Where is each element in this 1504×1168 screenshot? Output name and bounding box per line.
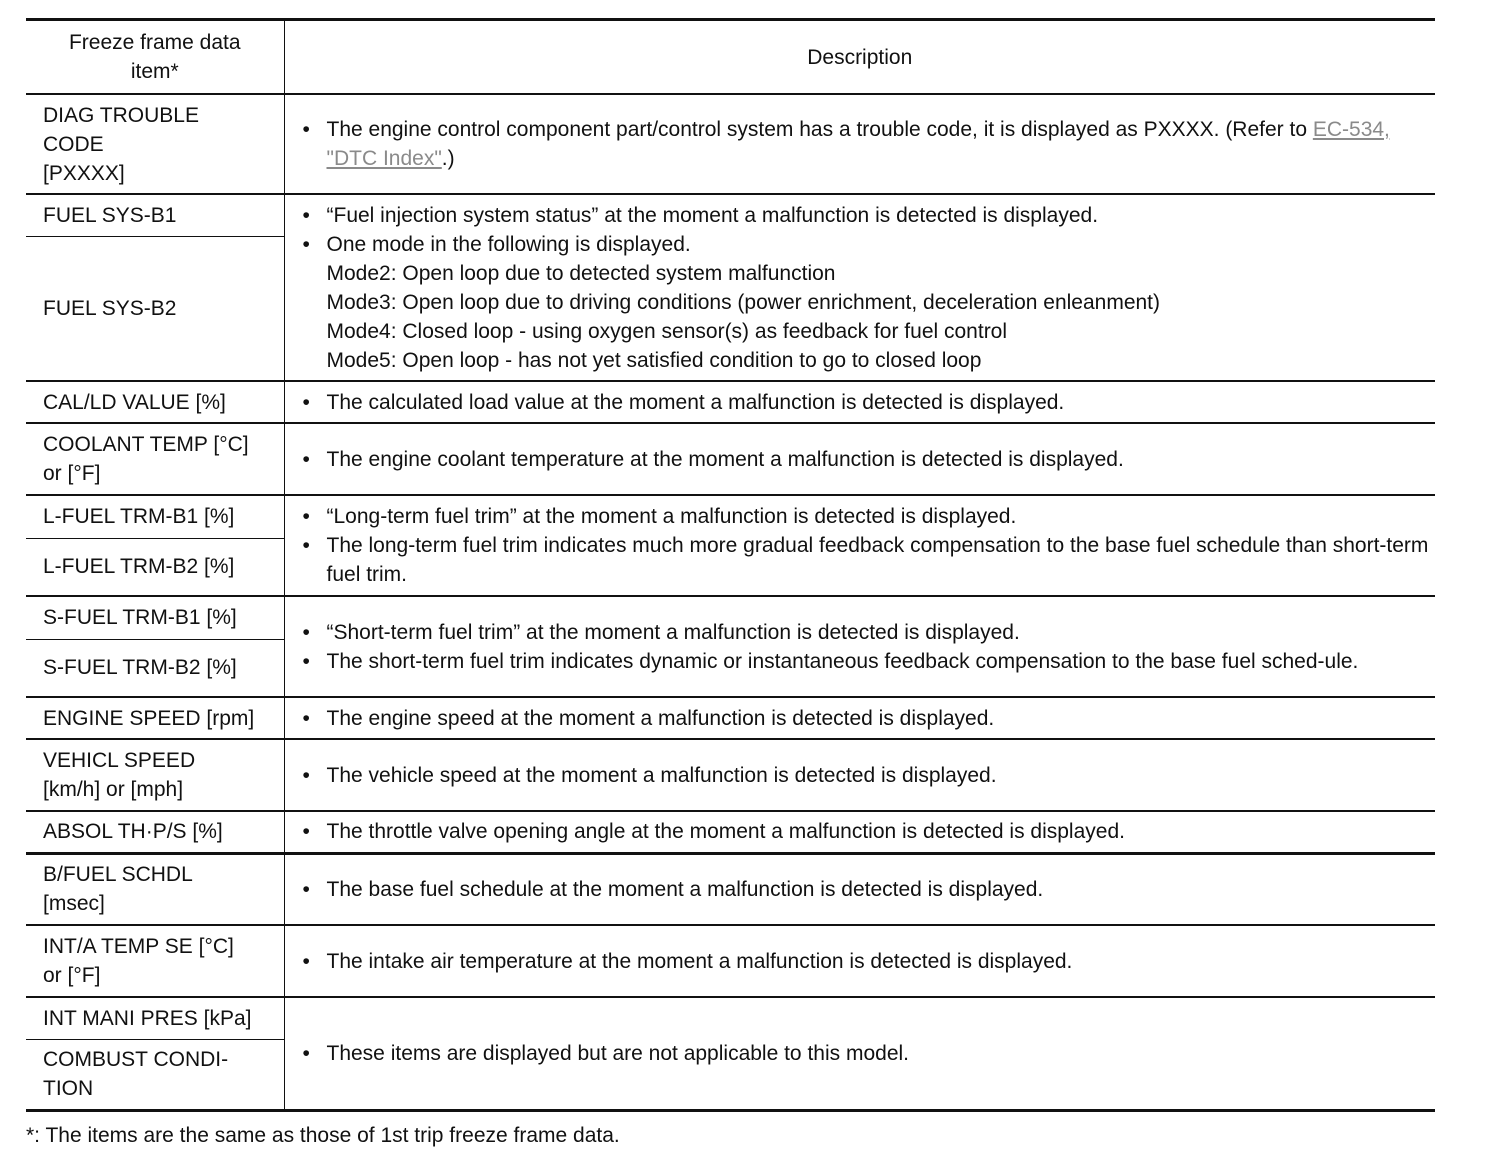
bullet-item: • The base fuel schedule at the moment a malfunction is detected is displayed.: [303, 875, 1430, 904]
bullet-item: • One mode in the following is displayed.: [303, 230, 1430, 259]
bullet-item: • The vehicle speed at the moment a malfunction is detected is displayed.: [303, 761, 1430, 790]
mode-item: Mode3: Open loop due to driving conditions (power enrichment, deceleration enleanment): [326, 290, 1160, 314]
table-header-row: [26, 20, 1435, 95]
bullet-item: • The engine coolant temperature at the moment a malfunction is detected is displayed.: [303, 445, 1430, 474]
bullet-icon: •: [302, 390, 310, 414]
bullet-item: • The short-term fuel trim indicates dynamic or instantaneous feedback compensation to the base fuel sched-ule.: [303, 647, 1430, 676]
bullet-item: • The intake air temperature at the moment a malfunction is detected is displayed.: [303, 947, 1430, 976]
description-cell: [284, 194, 1435, 381]
bullet-item: • These items are displayed but are not applicable to this model.: [303, 1039, 1430, 1068]
item-cal-ld-value: CAL/LD VALUE [%]: [26, 381, 284, 423]
bullet-item: • “Fuel injection system status” at the moment a malfunction is detected is displayed.: [303, 201, 1430, 230]
table-row: [26, 423, 1435, 495]
description-cell: [284, 997, 1435, 1110]
column-header-item: Freeze frame data item*: [26, 20, 284, 95]
item-fuel-sys-b2: FUEL SYS-B2: [26, 236, 284, 381]
table-row: [26, 495, 1435, 538]
dtc-index-link[interactable]: EC-534, "DTC Index": [326, 118, 1390, 170]
item-l-fuel-trm-b2: L-FUEL TRM-B2 [%]: [26, 538, 284, 596]
table-row: [26, 194, 1435, 236]
bullet-icon: •: [302, 949, 310, 973]
bullet-icon: •: [302, 649, 310, 673]
item-coolant-temp: COOLANT TEMP [°C] or [°F]: [26, 423, 284, 495]
bullet-icon: •: [302, 203, 310, 227]
column-header-description: Description: [284, 20, 1435, 95]
description-cell: [284, 381, 1435, 423]
description-cell: [284, 739, 1435, 811]
bullet-item: • “Short-term fuel trim” at the moment a malfunction is detected is displayed.: [303, 618, 1430, 647]
item-vehicle-speed: VEHICL SPEED [km/h] or [mph]: [26, 739, 284, 811]
item-l-fuel-trm-b1: L-FUEL TRM-B1 [%]: [26, 495, 284, 538]
bullet-item: • The long-term fuel trim indicates much more gradual feedback compensation to the base fuel schedule than short-term fuel trim.: [303, 531, 1430, 589]
freeze-frame-data-table: [26, 18, 1435, 1112]
mode-item: Mode5: Open loop - has not yet satisfied condition to go to closed loop: [326, 348, 982, 372]
item-diag-trouble-code: DIAG TROUBLE CODE [PXXXX]: [26, 94, 284, 194]
mode-list: [303, 259, 1430, 375]
mode-item: Mode4: Closed loop - using oxygen sensor(s) as feedback for fuel control: [326, 319, 1008, 343]
item-s-fuel-trm-b2: S-FUEL TRM-B2 [%]: [26, 639, 284, 697]
bullet-icon: •: [302, 534, 310, 557]
table-row: [26, 94, 1435, 194]
description-cell: [284, 423, 1435, 495]
table-row: [26, 596, 1435, 639]
bullet-icon: •: [302, 820, 310, 844]
bullet-item: • “Long-term fuel trim” at the moment a malfunction is detected is displayed.: [303, 502, 1430, 531]
table-row: [26, 697, 1435, 739]
item-absol-thp-s: ABSOL TH·P/S [%]: [26, 811, 284, 853]
footnote: *: The items are the same as those of 1st trip freeze frame data.: [26, 1124, 620, 1147]
description-cell: [284, 697, 1435, 739]
item-fuel-sys-b1: FUEL SYS-B1: [26, 194, 284, 236]
bullet-icon: •: [302, 1041, 310, 1065]
table-row: [26, 811, 1435, 853]
description-cell: [284, 94, 1435, 194]
bullet-icon: •: [302, 620, 310, 644]
item-inta-temp-se: INT/A TEMP SE [°C] or [°F]: [26, 925, 284, 997]
bullet-icon: •: [302, 447, 310, 471]
description-cell: [284, 495, 1435, 596]
bullet-icon: •: [302, 232, 310, 256]
mode-item: Mode2: Open loop due to detected system malfunction: [326, 261, 836, 285]
item-combust-condition: COMBUST CONDI- TION: [26, 1039, 284, 1110]
item-bfuel-schdl: B/FUEL SCHDL [msec]: [26, 853, 284, 925]
description-cell: [284, 925, 1435, 997]
description-cell: [284, 811, 1435, 853]
bullet-icon: •: [302, 877, 310, 901]
item-s-fuel-trm-b1: S-FUEL TRM-B1 [%]: [26, 596, 284, 639]
table-row: [26, 925, 1435, 997]
bullet-item: • The engine speed at the moment a malfunction is detected is displayed.: [303, 704, 1430, 733]
bullet-item: • The engine control component part/control system has a trouble code, it is displayed as PXXXX. (Refer to EC-534, "DTC Index".): [303, 115, 1430, 173]
table-row: [26, 381, 1435, 423]
table-row: [26, 853, 1435, 925]
bullet-item: • The throttle valve opening angle at the moment a malfunction is detected is displayed.: [303, 817, 1430, 846]
description-cell: [284, 853, 1435, 925]
description-cell: [284, 596, 1435, 697]
table-row: [26, 739, 1435, 811]
bullet-icon: •: [302, 706, 310, 730]
bullet-icon: •: [302, 763, 310, 787]
bullet-icon: •: [302, 118, 310, 141]
bullet-icon: •: [302, 505, 310, 528]
table-row: [26, 997, 1435, 1039]
bullet-item: • The calculated load value at the moment a malfunction is detected is displayed.: [303, 388, 1430, 417]
item-engine-speed: ENGINE SPEED [rpm]: [26, 697, 284, 739]
item-int-mani-pres: INT MANI PRES [kPa]: [26, 997, 284, 1039]
